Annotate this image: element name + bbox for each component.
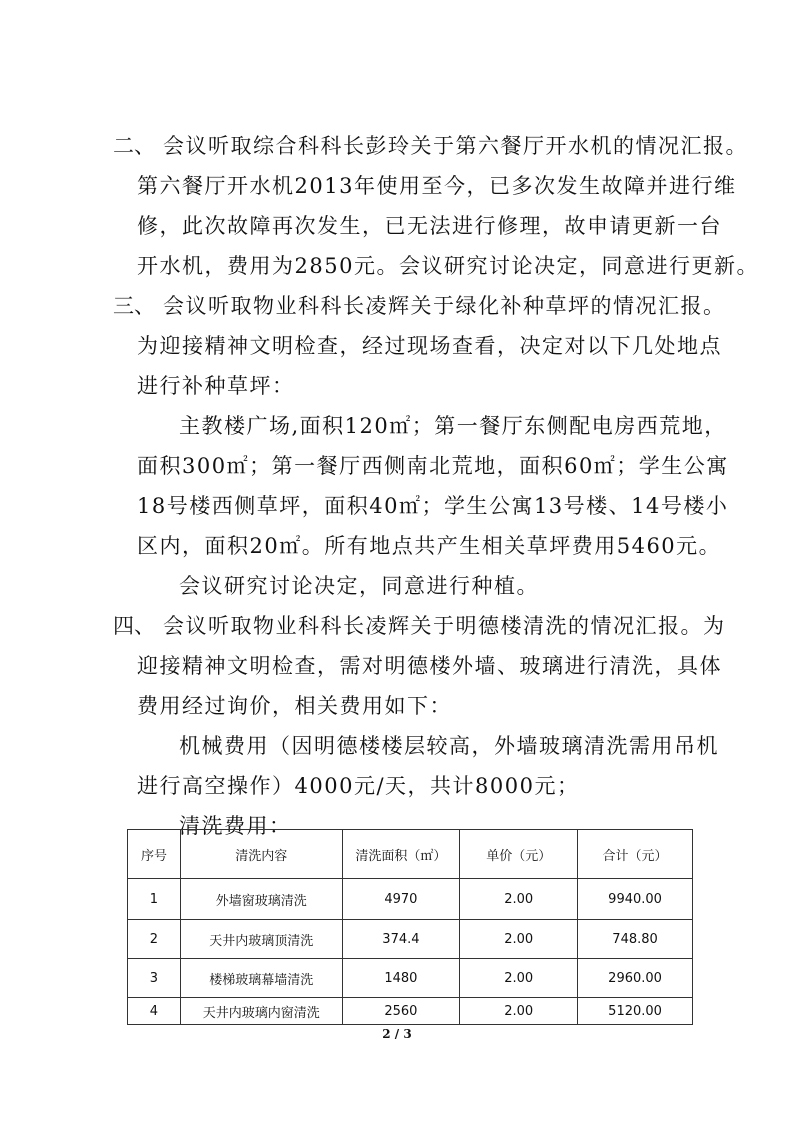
paragraph-line: 18号楼西侧草坪，面积40㎡；学生公寓13号楼、14号楼小 — [137, 494, 729, 518]
cell-index: 1 — [128, 879, 181, 920]
page-number: 2 / 3 — [382, 1027, 412, 1041]
cell-content: 外墙窗玻璃清洗 — [180, 879, 342, 920]
section-heading: 会议听取综合科科长彭玲关于第六餐厅开水机的情况汇报。 — [163, 134, 748, 158]
cleaning-cost-table — [127, 829, 693, 1025]
table-row — [128, 920, 693, 959]
section-number: 三、 — [113, 294, 155, 318]
cell-content: 楼梯玻璃幕墙清洗 — [180, 959, 342, 998]
paragraph-line: 面积300㎡；第一餐厅西侧南北荒地，面积60㎡；学生公寓 — [137, 454, 729, 478]
cell-area: 2560 — [342, 998, 460, 1025]
paragraph-line: 迎接精神文明检查，需对明德楼外墙、玻璃进行清洗，具体 — [137, 654, 722, 678]
paragraph-line: 会议研究讨论决定，同意进行种植。 — [179, 574, 539, 598]
section-number: 二、 — [113, 134, 155, 158]
paragraph-line: 费用经过询价，相关费用如下： — [137, 694, 452, 718]
cell-total: 9940.00 — [578, 879, 693, 920]
paragraph-line: 机械费用（因明德楼楼层较高，外墙玻璃清洗需用吊机 — [179, 734, 719, 758]
paragraph-line: 修，此次故障再次发生，已无法进行修理，故申请更新一台 — [137, 214, 722, 238]
header-total: 合计（元） — [578, 830, 693, 879]
table-row — [128, 959, 693, 998]
section-number: 四、 — [113, 614, 155, 638]
cell-index: 4 — [128, 998, 181, 1025]
section-heading: 会议听取物业科科长凌辉关于绿化补种草坪的情况汇报。 — [163, 294, 726, 318]
paragraph-line: 主教楼广场,面积120㎡；第一餐厅东侧配电房西荒地， — [179, 414, 727, 438]
paragraph-line: 开水机，费用为2850元。会议研究讨论决定，同意进行更新。 — [137, 254, 759, 278]
paragraph-line: 第六餐厅开水机2013年使用至今，已多次发生故障并进行维 — [137, 174, 737, 198]
table-row — [128, 998, 693, 1025]
cell-index: 3 — [128, 959, 181, 998]
cell-unit-price: 2.00 — [460, 998, 578, 1025]
cell-area: 1480 — [342, 959, 460, 998]
paragraph-line: 进行高空操作）4000元/天，共计8000元； — [137, 774, 580, 798]
paragraph-line: 为迎接精神文明检查，经过现场查看，决定对以下几处地点 — [137, 334, 722, 358]
cell-content: 天井内玻璃内窗清洗 — [180, 998, 342, 1025]
cell-unit-price: 2.00 — [460, 959, 578, 998]
header-index: 序号 — [128, 830, 181, 879]
cell-unit-price: 2.00 — [460, 879, 578, 920]
cell-area: 374.4 — [342, 920, 460, 959]
paragraph-line: 清洗费用： — [179, 814, 292, 838]
cell-total: 5120.00 — [578, 998, 693, 1025]
header-content: 清洗内容 — [180, 830, 342, 879]
table-row — [128, 879, 693, 920]
paragraph-line: 区内，面积20㎡。所有地点共产生相关草坪费用5460元。 — [137, 534, 722, 558]
cell-total: 748.80 — [578, 920, 693, 959]
paragraph-line: 进行补种草坪： — [137, 374, 295, 398]
cell-area: 4970 — [342, 879, 460, 920]
header-area: 清洗面积（㎡） — [342, 830, 460, 879]
cell-content: 天井内玻璃顶清洗 — [180, 920, 342, 959]
table-header-row — [128, 830, 693, 879]
header-unit-price: 单价（元） — [460, 830, 578, 879]
section-heading: 会议听取物业科科长凌辉关于明德楼清洗的情况汇报。为 — [163, 614, 726, 638]
cell-unit-price: 2.00 — [460, 920, 578, 959]
cell-total: 2960.00 — [578, 959, 693, 998]
cell-index: 2 — [128, 920, 181, 959]
